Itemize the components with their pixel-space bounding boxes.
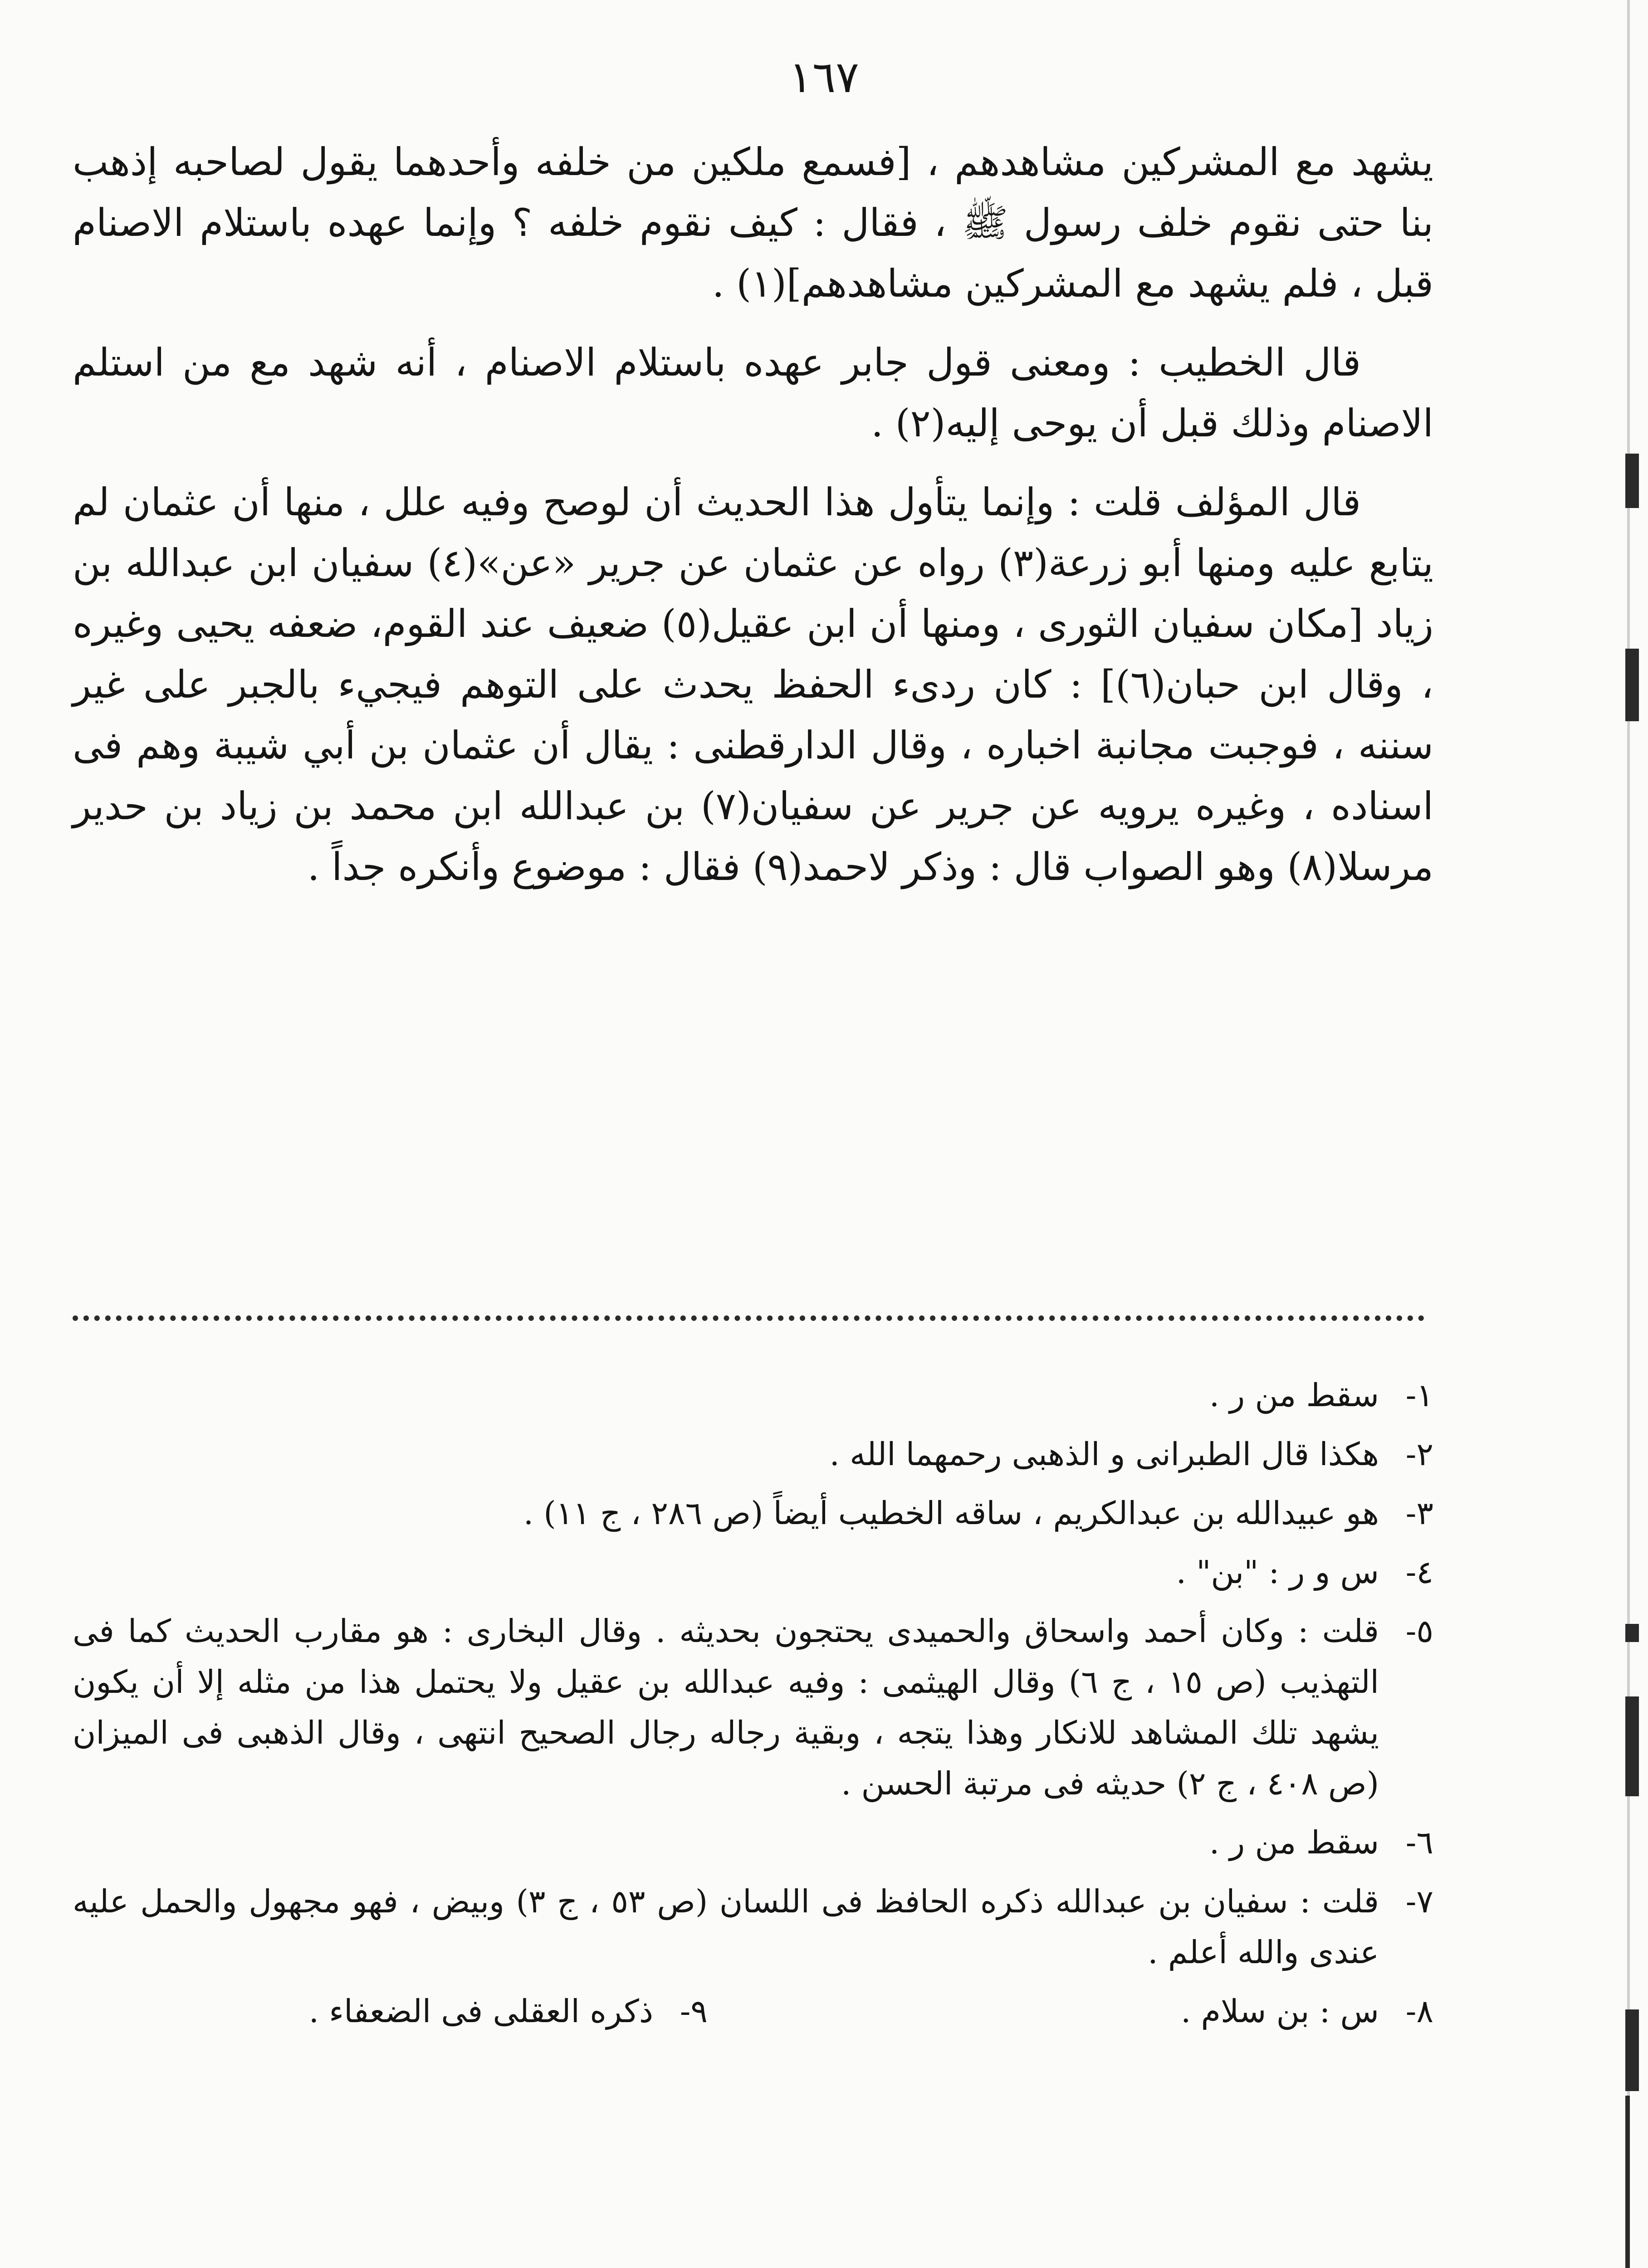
margin-mark [1625,2096,1630,2268]
paragraph: يشهد مع المشركين مشاهدهم ، [فسمع ملكين من خلفه وأحدهما يقول لصاحبه إذهب بنا حتى نقوم خلف رسول ﷺ ، فقال : كيف نقوم خلفه ؟ وإنما عهده باستلام الاصنام قبل ، فلم يشهد مع المشركين مشاهدهم](١) . [73,140,1433,306]
footnote-number: ٨- [1405,1993,1433,2030]
footnote-pair [73,1986,1433,2037]
footnote-text: ذكره العقلى فى الضعفاء . [308,1993,653,2030]
footnote-number: ٧- [1405,1883,1433,1920]
footnote-number: ٦- [1405,1824,1433,1861]
footnote [73,1429,1433,1480]
footnote [798,1986,1433,2037]
footnote-number: ٣- [1405,1495,1433,1532]
paragraph: قال الخطيب : ومعنى قول جابر عهده باستلام الاصنام ، أنه شهد مع من استلم الاصنام وذلك قبل أن يوحى إليه(٢) . [73,340,1433,445]
footnote-text: هو عبيدالله بن عبدالكريم ، ساقه الخطيب أيضاً (ص ٢٨٦ ، ج ١١) . [523,1495,1379,1532]
footnote [73,1986,708,2037]
footnote-text: سقط من ر . [1209,1824,1379,1861]
footnote-number: ٤- [1405,1554,1433,1591]
footnote-number: ٢- [1405,1436,1433,1473]
footnote [73,1370,1433,1421]
footnote-text: س و ر : "بن" . [1176,1554,1379,1591]
footnote-text: سقط من ر . [1209,1377,1379,1414]
footnote-number: ١- [1405,1377,1433,1414]
footnote-text: قلت : وكان أحمد واسحاق والحميدى يحتجون بحديثه . وقال البخارى : هو مقارب الحديث كما فى التهذيب (ص ١٥ ، ج ٦) وقال الهيثمى : وفيه عبدالله بن عقيل ولا يحتمل هذا من مثله إلا أن يكون يشهد تلك المشاهد للانكار وهذا يتجه ، وبقية رجاله رجال الصحيح انتهى ، وقال الذهبى فى الميزان (ص ٤٠٨ ، ج ٢) حديثه فى مرتبة الحسن . [73,1613,1379,1802]
footnote-text: هكذا قال الطبرانى و الذهبى رحمهما الله . [829,1436,1379,1473]
footnote-number: ٥- [1405,1613,1433,1650]
footnote-text: س : بن سلام . [1181,1993,1379,2030]
margin-mark [1625,1696,1639,1796]
page-number: ١٦٧ [789,52,859,103]
scan-edge-line [1627,0,1630,2268]
paragraph: قال المؤلف قلت : وإنما يتأول هذا الحديث أن لوصح وفيه علل ، منها أن عثمان لم يتابع عليه ومنها أبو زرعة(٣) رواه عن عثمان عن جرير «عن»(٤) سفيان ابن عبدالله بن زياد [مكان سفيان الثورى ، ومنها أن ابن عقيل(٥) ضعيف عند القوم، ضعفه يحيى وغيره ، وقال ابن حبان(٦)] : كان ردىء الحفظ يحدث على التوهم فيجيء بالجبر على غير سننه ، فوجبت مجانبة اخباره ، وقال الدارقطنى : يقال أن عثمان بن أبي شيبة وهم فى اسناده ، وغيره يرويه عن جرير عن سفيان(٧) بن عبدالله ابن محمد بن زياد بن حدير مرسلا(٨) وهو الصواب قال : وذكر لاحمد(٩) فقال : موضوع وأنكره جداً . [73,480,1434,889]
footnote [73,1547,1433,1598]
margin-mark [1625,649,1639,721]
footnote-number: ٩- [680,1993,708,2030]
main-text [73,132,1433,915]
footnotes [73,1370,1433,2045]
footnote-text: قلت : سفيان بن عبدالله ذكره الحافظ فى اللسان (ص ٥٣ ، ج ٣) وبيض ، فهو مجهول والحمل عليه عندى والله أعلم . [73,1883,1379,1971]
margin-mark [1625,454,1639,508]
margin-mark [1625,2009,1639,2091]
footnote [73,1817,1433,1868]
footnote-separator [73,1315,1424,1321]
footnote [73,1606,1433,1809]
margin-mark [1625,1624,1639,1642]
footnote [73,1876,1433,1978]
footnote [73,1488,1433,1539]
